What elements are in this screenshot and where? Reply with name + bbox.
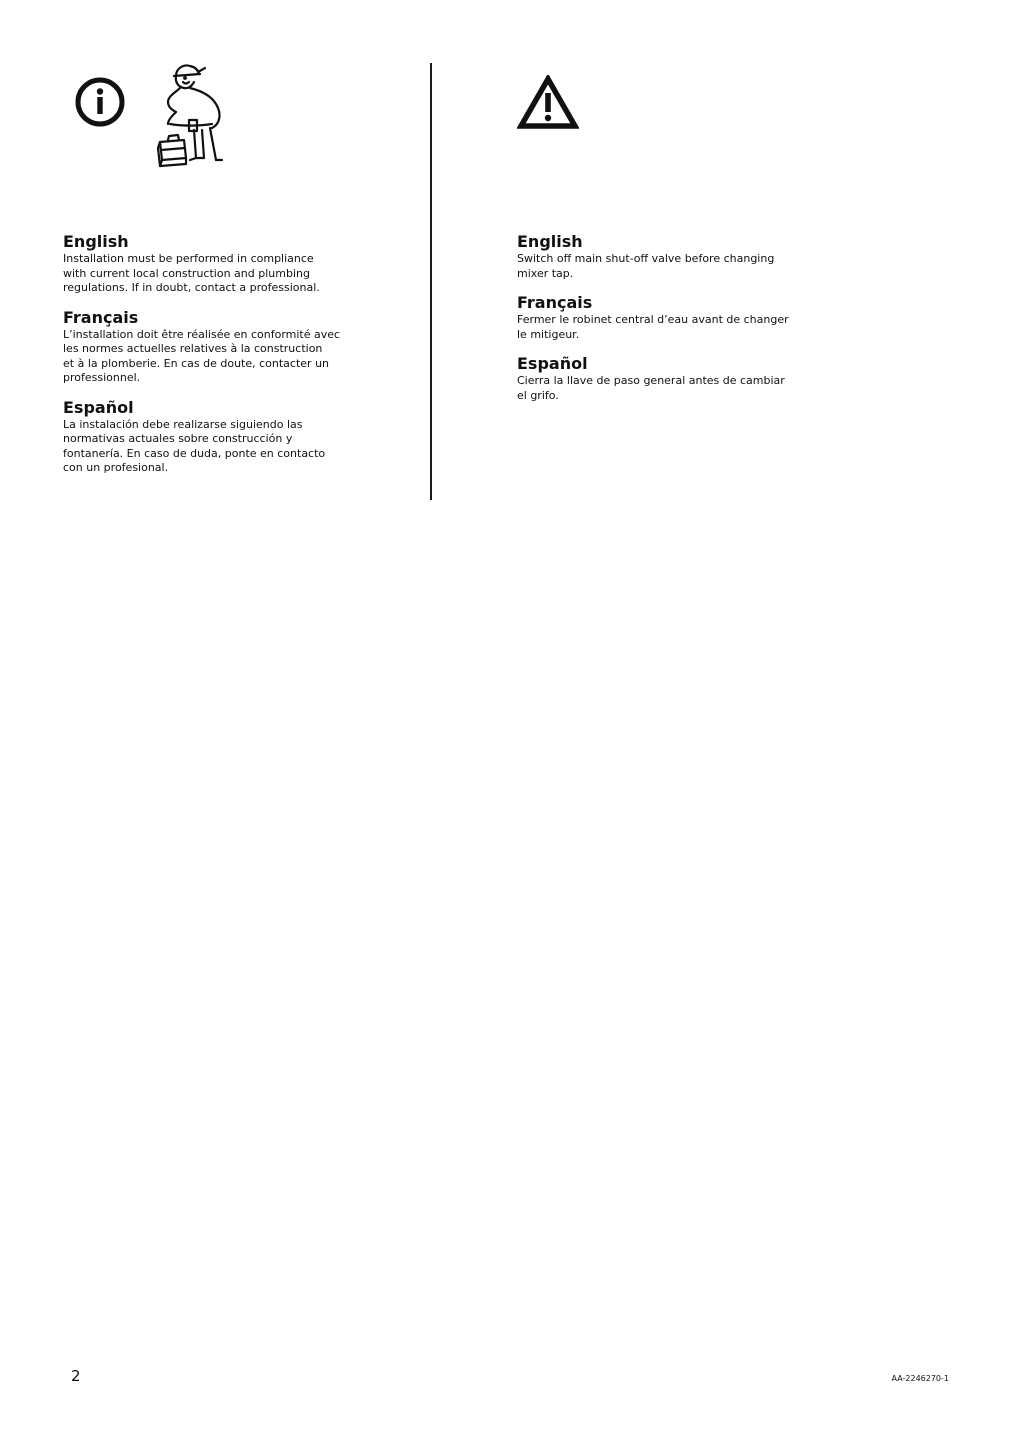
language-text: La instalación debe realizarse siguiendo las normativas actuales sobre construcción y fontanería. En caso de duda, ponte en contacto con un profesional. [63, 417, 326, 474]
installation-notice [63, 232, 353, 488]
language-text: Fermer le robinet central d’eau avant de changer le mitigeur. [517, 313, 789, 341]
language-heading: English [517, 232, 583, 251]
professional-installer-icon [154, 62, 230, 168]
language-text: Switch off main shut-off valve before changing mixer tap. [517, 252, 775, 280]
warning-notice [517, 232, 807, 415]
language-heading: Español [517, 354, 588, 373]
language-heading: English [63, 232, 129, 251]
language-text: Installation must be performed in compliance with current local construction and plumbing regulations. If in doubt, contact a professional. [63, 252, 320, 294]
language-block-spanish [63, 398, 353, 476]
document-code: AA-2246270-1 [891, 1374, 949, 1383]
language-heading: Español [63, 397, 134, 417]
language-block-french [63, 308, 353, 386]
language-heading: Français [63, 307, 139, 327]
warning-triangle-icon [517, 75, 579, 131]
language-block-english [517, 232, 807, 281]
info-circle-icon [74, 76, 126, 128]
language-block-french [517, 293, 807, 342]
language-text: L’installation doit être réalisée en conformité avec les normes actuelles relatives à la construction et à la plomberie. En cas de doute, contacter un professionnel. [63, 327, 341, 384]
language-text: Cierra la llave de paso general antes de cambiar el grifo. [517, 374, 785, 402]
language-block-english [63, 232, 353, 296]
language-block-spanish [517, 354, 807, 403]
column-divider [430, 63, 432, 500]
page-number: 2 [71, 1367, 81, 1385]
language-heading: Français [517, 293, 593, 312]
